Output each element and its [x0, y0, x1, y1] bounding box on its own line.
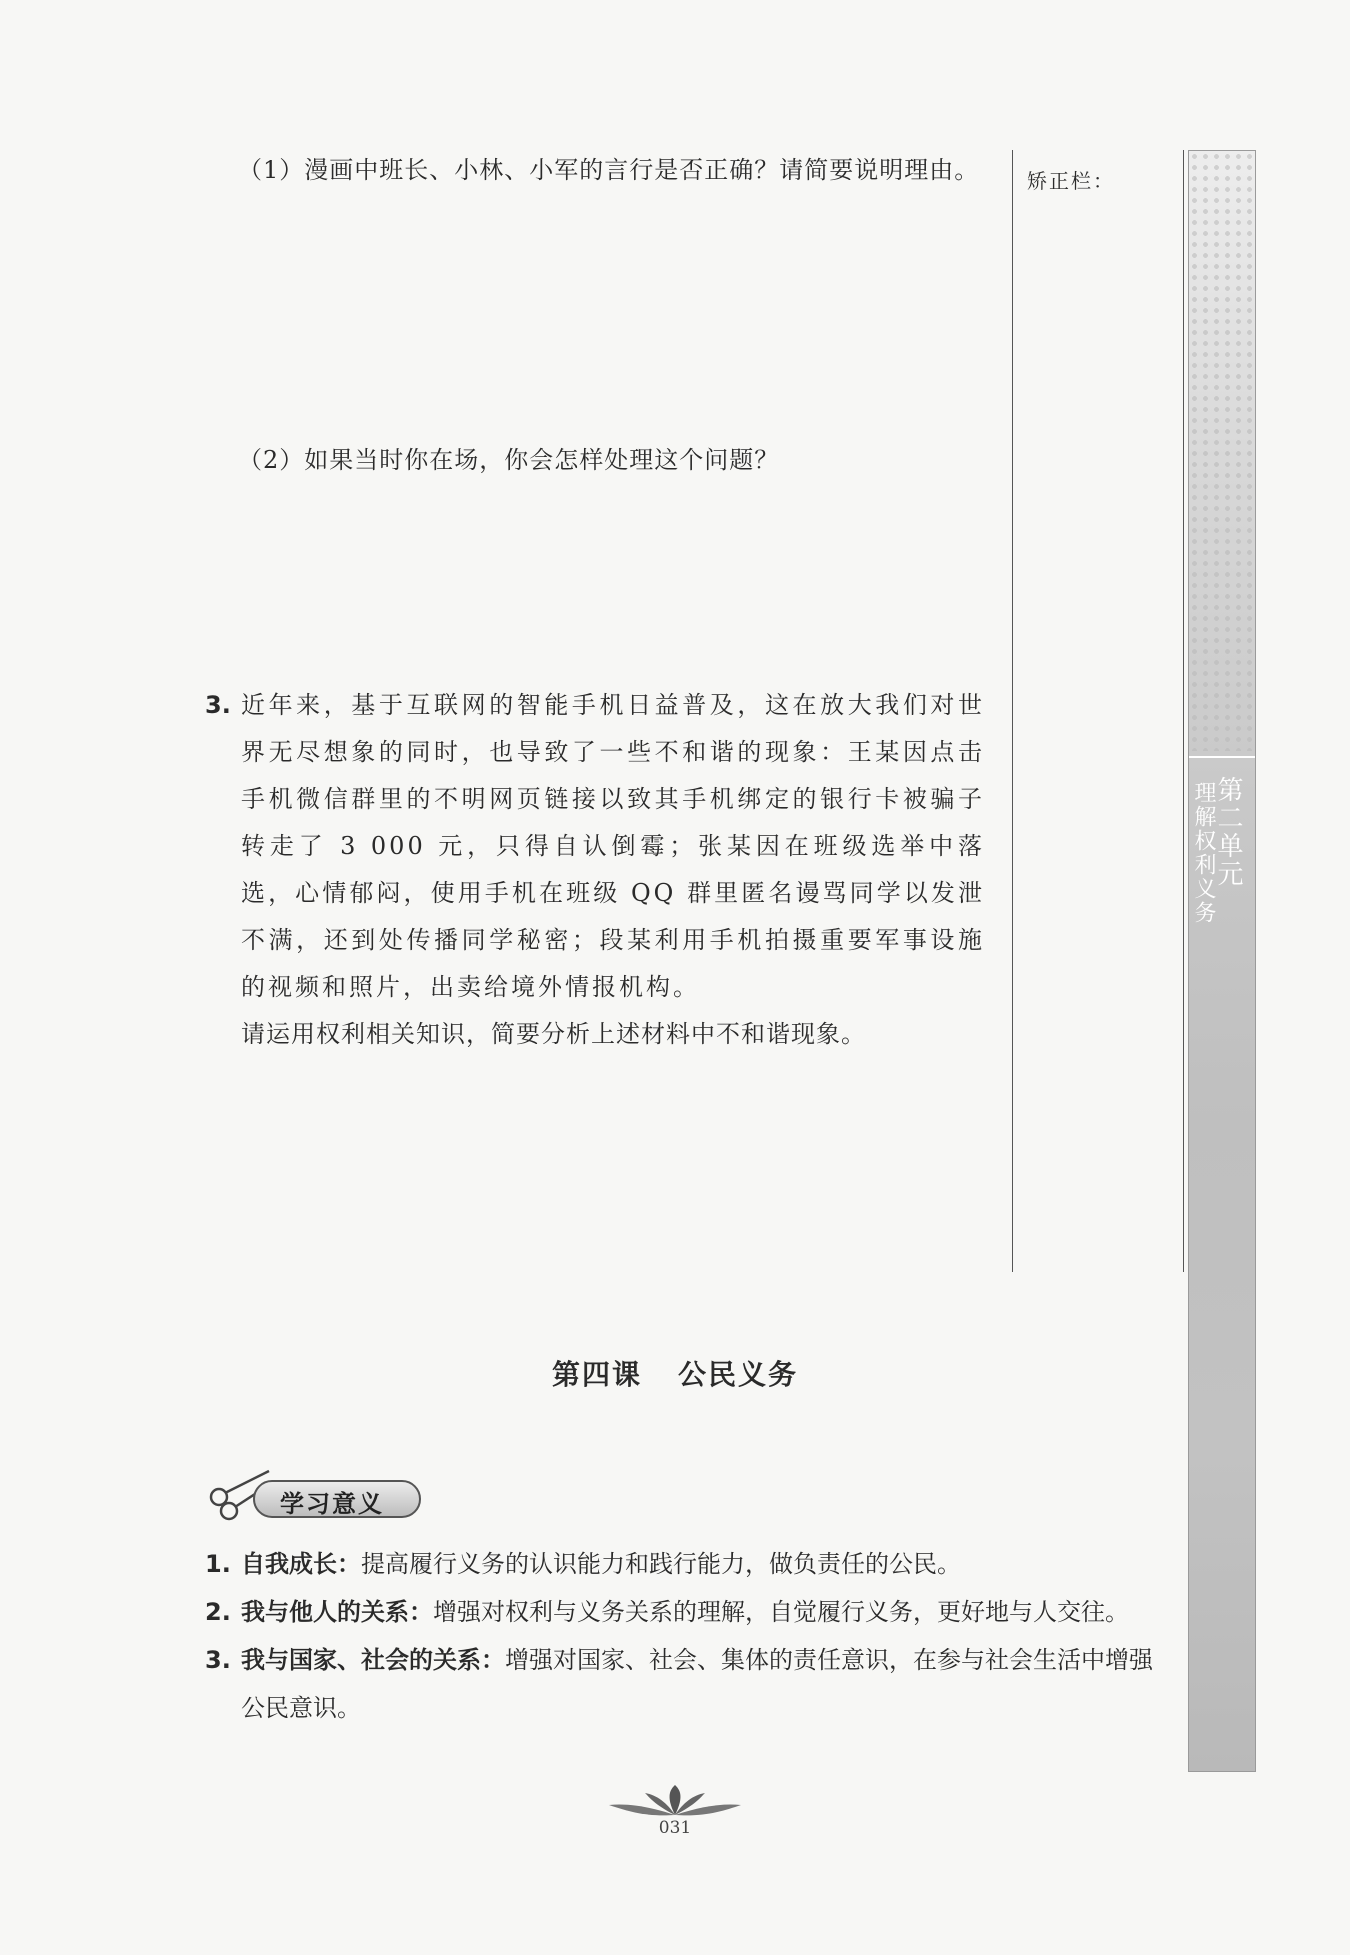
item-number: 2.	[205, 1598, 231, 1626]
list-item	[205, 1540, 1165, 1588]
item-number: 3.	[205, 1646, 231, 1674]
section-banner	[205, 1465, 425, 1525]
question-3-prompt: 请运用权利相关知识，简要分析上述材料中不和谐现象。	[241, 1020, 866, 1048]
banner-label: 学习意义	[280, 1490, 384, 1518]
question-3-material: 近年来，基于互联网的智能手机日益普及，这在放大我们对世界无尽想象的同时，也导致了一些不和谐的现象：王某因点击手机微信群里的不明网页链接以致其手机绑定的银行卡被骗子转走了 3 000 元，只得自认倒霉；张某因在班级选举中落选，心情郁闷，使用手机在班级 QQ 群里匿名谩骂同学以发泄不满，还到处传播同学秘密；段某利用手机拍摄重要军事设施的视频和照片，出卖给境外情报机构。	[241, 691, 985, 1001]
item-heading: 自我成长：	[241, 1550, 361, 1578]
halftone-pattern	[1189, 151, 1255, 751]
meaning-list	[205, 1540, 1165, 1732]
lesson-name: 公民义务	[678, 1358, 799, 1391]
tab-divider	[1189, 756, 1255, 758]
correction-column	[1012, 150, 1184, 1272]
unit-label: 第二单元	[1213, 776, 1243, 888]
question-3	[205, 682, 985, 1058]
question-1-2: （2）如果当时你在场，你会怎样处理这个问题？	[238, 446, 780, 474]
item-heading: 我与国家、社会的关系：	[241, 1646, 505, 1674]
item-number: 1.	[205, 1550, 231, 1578]
floral-ornament-icon	[605, 1785, 745, 1821]
unit-theme: 理解权利义务	[1191, 781, 1216, 925]
unit-side-tab	[1188, 150, 1256, 1772]
item-heading: 我与他人的关系：	[241, 1598, 433, 1626]
page-number: 031	[658, 1818, 692, 1838]
question-1-1: （1）漫画中班长、小林、小军的言行是否正确？请简要说明理由。	[238, 156, 980, 184]
correction-label: 矫正栏：	[1027, 169, 1115, 193]
item-text: 增强对国家、社会、集体的责任意识，在参与社会生活中增强公民意识。	[241, 1646, 1153, 1722]
question-3-number: 3.	[205, 691, 231, 719]
list-item	[205, 1636, 1165, 1732]
list-item	[205, 1588, 1165, 1636]
item-text: 提高履行义务的认识能力和践行能力，做负责任的公民。	[361, 1550, 961, 1578]
lesson-title	[0, 1353, 1350, 1393]
lesson-number: 第四课	[551, 1358, 642, 1391]
item-text: 增强对权利与义务关系的理解，自觉履行义务，更好地与人交往。	[433, 1598, 1129, 1626]
